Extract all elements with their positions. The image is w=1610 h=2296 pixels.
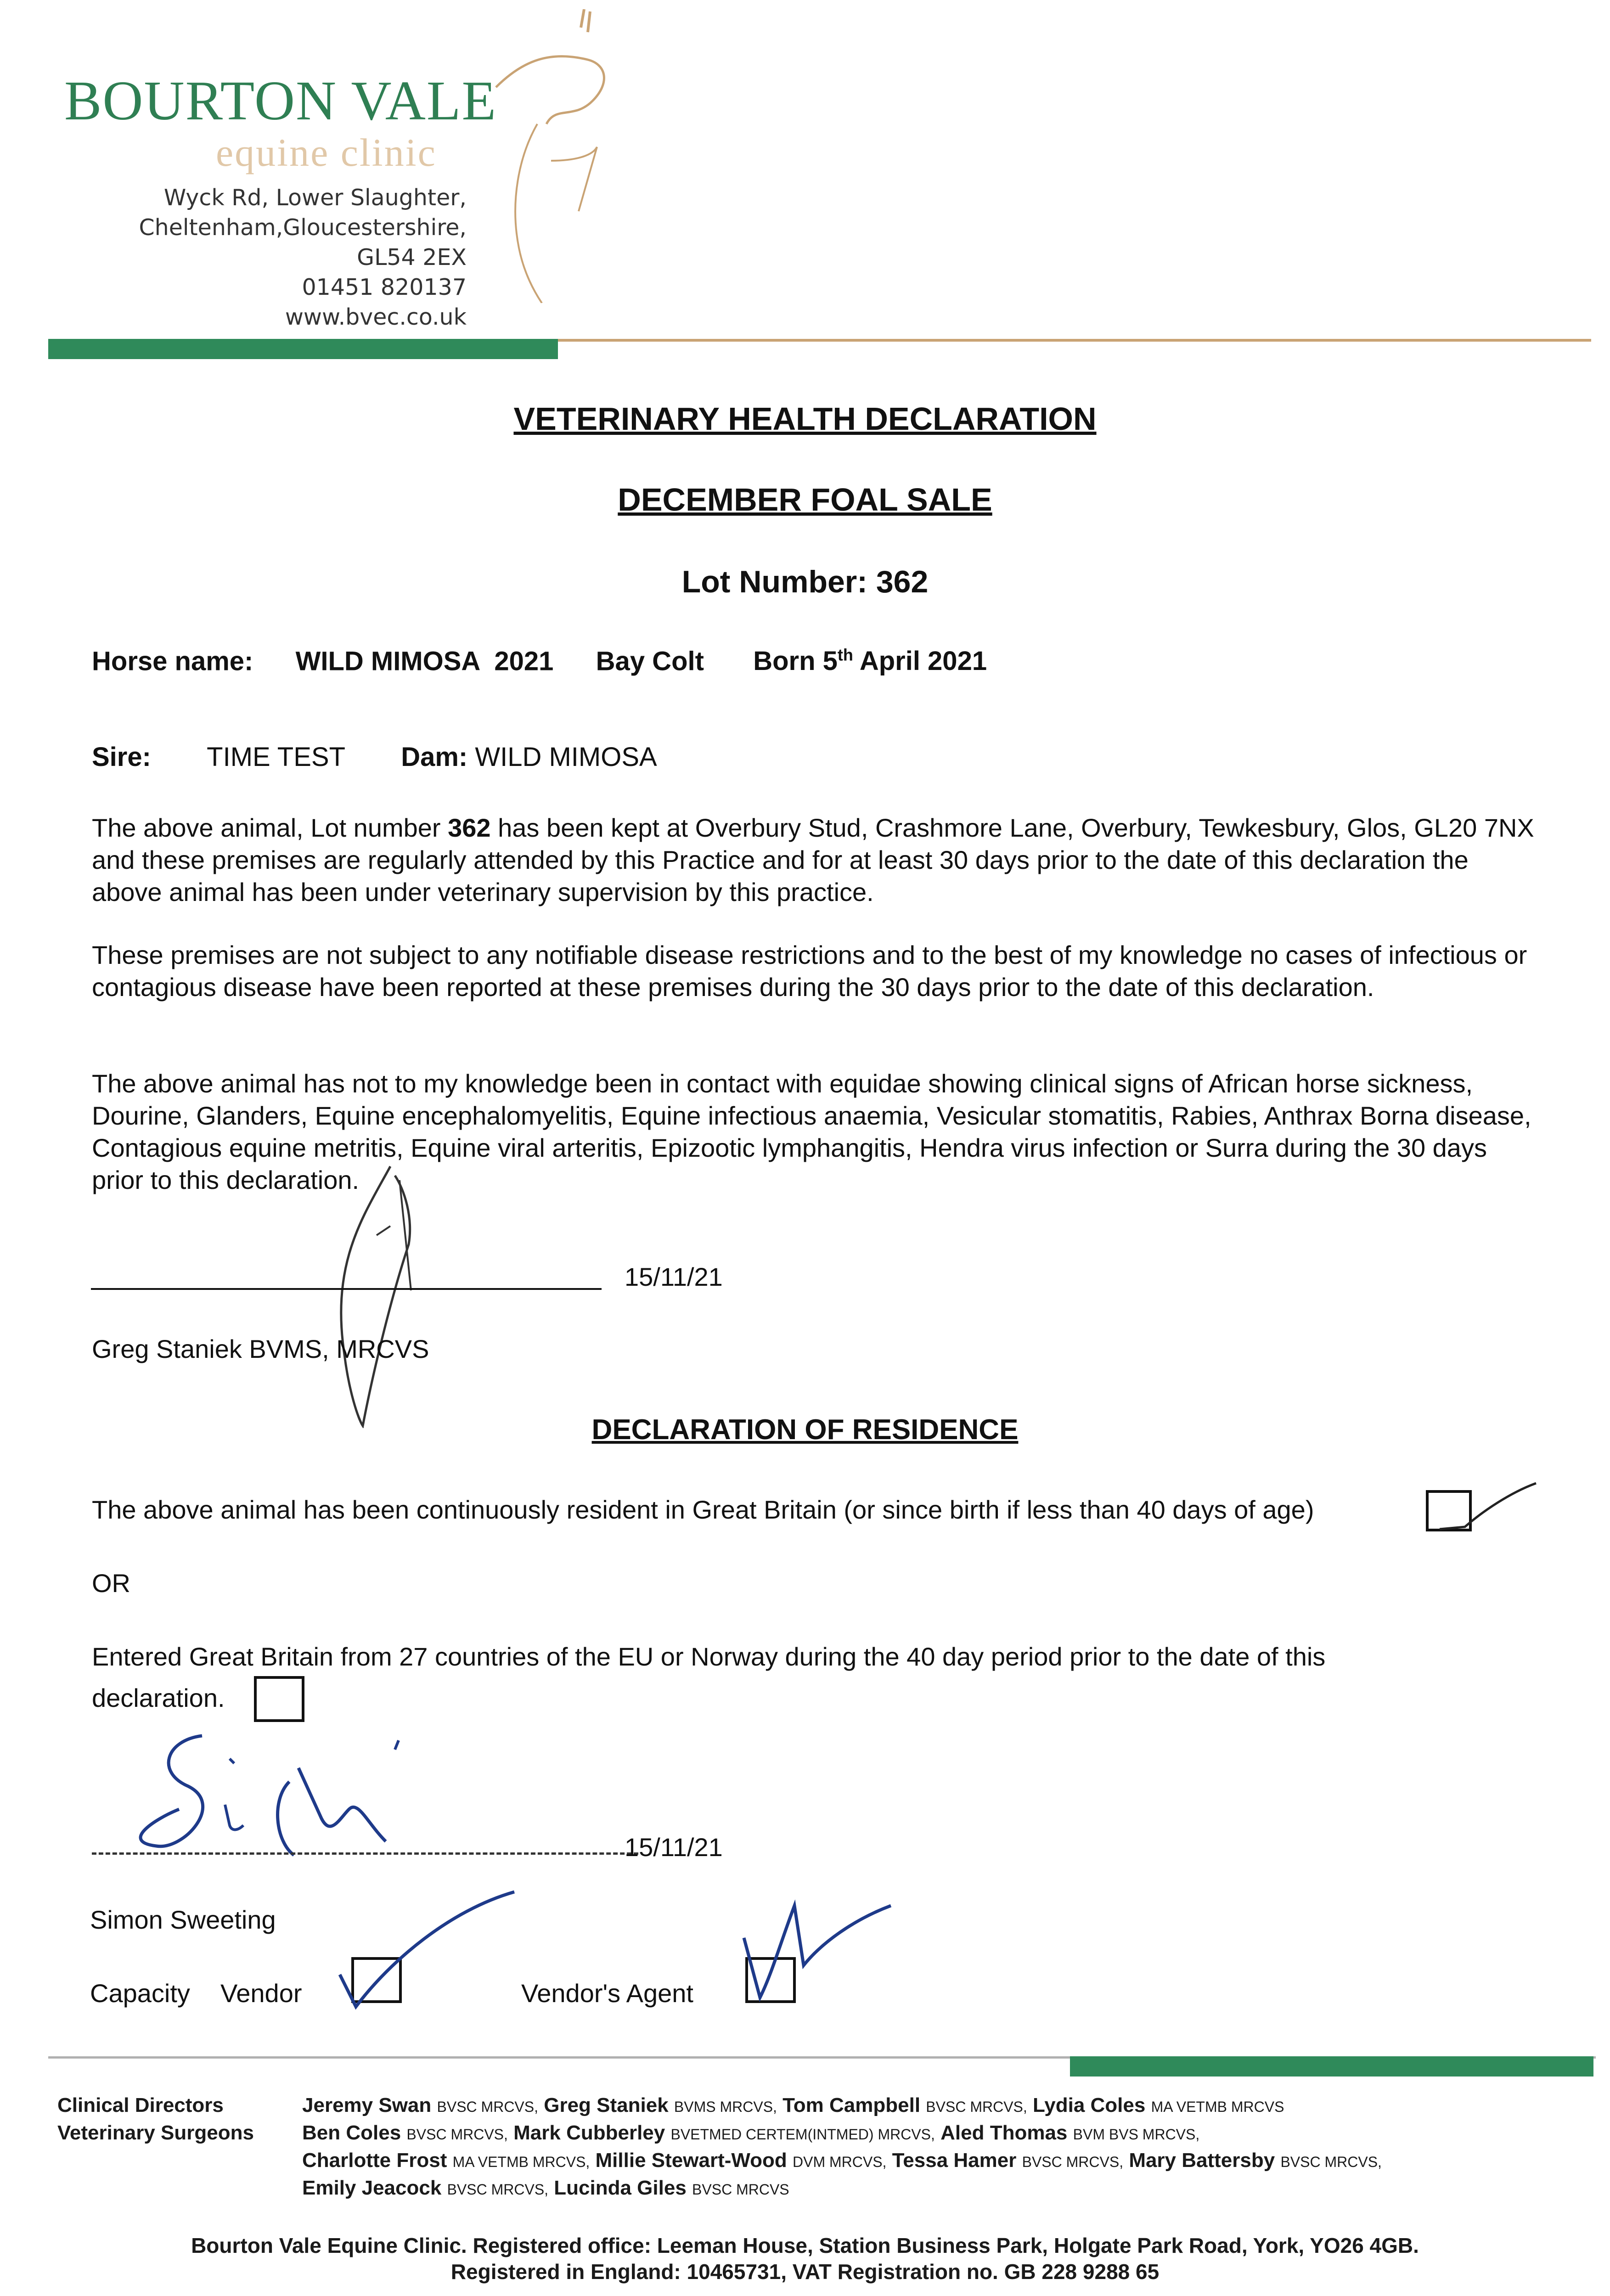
clinic-address bbox=[139, 183, 467, 332]
footer-green-bar bbox=[1070, 2056, 1593, 2077]
vendor-label: Vendor bbox=[220, 1979, 302, 2008]
or-text: OR bbox=[92, 1569, 130, 1598]
checkmark-icon bbox=[335, 1883, 519, 2020]
surgeons-list-1 bbox=[302, 2122, 1199, 2144]
horse-name-label: Horse name: bbox=[92, 646, 253, 676]
staff-name: Jeremy Swan bbox=[302, 2094, 432, 2116]
staff-quals: BVETMED CERTEM(INTMED) MRCVS, bbox=[670, 2126, 935, 2143]
staff-name: Tessa Hamer bbox=[892, 2149, 1017, 2172]
dam-value: WILD MIMOSA bbox=[475, 742, 657, 772]
lot-value: 362 bbox=[876, 564, 929, 599]
vet-signature-line bbox=[91, 1288, 602, 1290]
vendor-signature-icon bbox=[92, 1727, 505, 1874]
veterinary-surgeons-label: Veterinary Surgeons bbox=[57, 2122, 254, 2144]
address-line: Cheltenham,Gloucestershire, bbox=[139, 214, 467, 241]
residence-option-2-line2: declaration. bbox=[92, 1683, 225, 1712]
staff-quals: MA VETMB MRCVS, bbox=[452, 2154, 590, 2170]
checkmark-icon bbox=[1437, 1474, 1538, 1538]
staff-quals: BVSC MRCVS, bbox=[1280, 2154, 1382, 2170]
staff-quals: MA VETMB MRCVS bbox=[1151, 2099, 1284, 2115]
clinic-subtitle: equine clinic bbox=[216, 130, 437, 174]
address-line: Wyck Rd, Lower Slaughter, bbox=[163, 185, 467, 211]
residence-option-2-line1: Entered Great Britain from 27 countries of the EU or Norway during the 40 day period prior to the date of this bbox=[92, 1642, 1326, 1671]
checkmark-icon bbox=[735, 1892, 895, 2007]
surgeons-list-3 bbox=[302, 2177, 789, 2200]
clinical-directors-label: Clinical Directors bbox=[57, 2094, 224, 2116]
horse-born bbox=[753, 646, 987, 676]
staff-quals: BVSC MRCVS bbox=[692, 2181, 789, 2198]
directors-list bbox=[302, 2094, 1284, 2117]
sale-title: DECEMBER FOAL SALE bbox=[618, 482, 992, 518]
vet-name: Greg Staniek BVMS, MRCVS bbox=[92, 1334, 429, 1363]
premises-paragraph bbox=[92, 812, 1538, 908]
registered-office: Bourton Vale Equine Clinic. Registered office: Leeman House, Station Business Park, Holgate Park Road, York, YO26 4GB. bbox=[191, 2234, 1419, 2257]
staff-name: Emily Jeacock bbox=[302, 2177, 442, 2199]
website: www.bvec.co.uk bbox=[285, 304, 467, 330]
staff-quals: BVSC MRCVS, bbox=[437, 2099, 538, 2115]
address-line: GL54 2EX bbox=[357, 244, 467, 270]
staff-name: Aled Thomas bbox=[940, 2122, 1068, 2144]
staff-name: Charlotte Frost bbox=[302, 2149, 447, 2172]
vendor-name: Simon Sweeting bbox=[90, 1905, 276, 1934]
p1-text: has been kept at Overbury Stud, Crashmore Lane, Overbury, Tewkesbury, Glos, GL20 7NX and these premises are regularly attended by this Practice and for at least 30 days prior to the date of this declaration the above animal has been under veterinary supervision by this practice. bbox=[92, 813, 1534, 906]
phone-number: 01451 820137 bbox=[302, 274, 467, 300]
born-sup: th bbox=[837, 646, 853, 664]
staff-name: Mark Cubberley bbox=[513, 2122, 665, 2144]
horse-logo-icon bbox=[482, 9, 620, 303]
company-registration: Registered in England: 10465731, VAT Registration no. GB 228 9288 65 bbox=[450, 2260, 1160, 2284]
lot-number bbox=[0, 564, 1610, 600]
sire-label: Sire: bbox=[92, 742, 151, 772]
capacity-label: Capacity bbox=[90, 1979, 190, 2008]
staff-quals: BVSC MRCVS, bbox=[1022, 2154, 1124, 2170]
staff-quals: BVSC MRCVS, bbox=[926, 2099, 1027, 2115]
lot-label: Lot Number: bbox=[681, 564, 867, 599]
surgeons-list-2 bbox=[302, 2149, 1382, 2172]
p1-lot: 362 bbox=[448, 813, 491, 842]
staff-name: Ben Coles bbox=[302, 2122, 401, 2144]
p1-text: The above animal, Lot number bbox=[92, 813, 448, 842]
residence-option-2-checkbox[interactable] bbox=[254, 1676, 304, 1722]
restrictions-paragraph: These premises are not subject to any notifiable disease restrictions and to the best of my knowledge no cases of infectious or contagious disease have been reported at these premises during the 30 days prior to the date of this declaration. bbox=[92, 940, 1527, 1002]
staff-quals: BVMS MRCVS, bbox=[674, 2099, 777, 2115]
dam-label: Dam: bbox=[401, 742, 468, 772]
horse-name: WILD MIMOSA 2021 bbox=[295, 646, 554, 676]
agent-label: Vendor's Agent bbox=[521, 1979, 693, 2008]
vendor-signature-date: 15/11/21 bbox=[625, 1833, 723, 1862]
staff-quals: BVSC MRCVS, bbox=[447, 2181, 549, 2198]
contact-paragraph: The above animal has not to my knowledge been in contact with equidae showing clinical signs of African horse sickness, Dourine, Glanders, Equine encephalomyelitis, Equine infectious anaemia, Vesicular stomatitis, Rabies, Anthrax Borna disease, Contagious equine metritis, Equine viral arteritis, Epizootic lymphangitis, Hendra virus infection or Surra during the 30 days prior to this declaration. bbox=[92, 1069, 1531, 1194]
born-rest: April 2021 bbox=[853, 646, 987, 676]
staff-name: Lucinda Giles bbox=[554, 2177, 687, 2199]
staff-name: Millie Stewart-Wood bbox=[595, 2149, 787, 2172]
staff-quals: BVM BVS MRCVS, bbox=[1073, 2126, 1200, 2143]
staff-name: Greg Staniek bbox=[544, 2094, 669, 2116]
header-green-bar bbox=[48, 339, 558, 359]
horse-line bbox=[92, 646, 987, 676]
born-label: Born 5 bbox=[753, 646, 838, 676]
staff-quals: DVM MRCVS, bbox=[792, 2154, 887, 2170]
staff-name: Lydia Coles bbox=[1033, 2094, 1146, 2116]
clinic-name: BOURTON VALE bbox=[64, 70, 497, 132]
residence-option-1: The above animal has been continuously resident in Great Britain (or since birth if less than 40 days of age) bbox=[92, 1495, 1314, 1524]
horse-description: Bay Colt bbox=[596, 646, 704, 676]
staff-name: Tom Campbell bbox=[782, 2094, 921, 2116]
staff-name: Mary Battersby bbox=[1129, 2149, 1275, 2172]
vendor-signature-line bbox=[92, 1852, 638, 1855]
residence-title: DECLARATION OF RESIDENCE bbox=[591, 1414, 1019, 1446]
sire-value: TIME TEST bbox=[207, 742, 345, 772]
document-title: VETERINARY HEALTH DECLARATION bbox=[513, 401, 1097, 437]
pedigree-line bbox=[92, 742, 657, 772]
staff-quals: BVSC MRCVS, bbox=[406, 2126, 508, 2143]
vet-signature-icon bbox=[321, 1162, 441, 1428]
vet-signature-date: 15/11/21 bbox=[625, 1262, 723, 1291]
